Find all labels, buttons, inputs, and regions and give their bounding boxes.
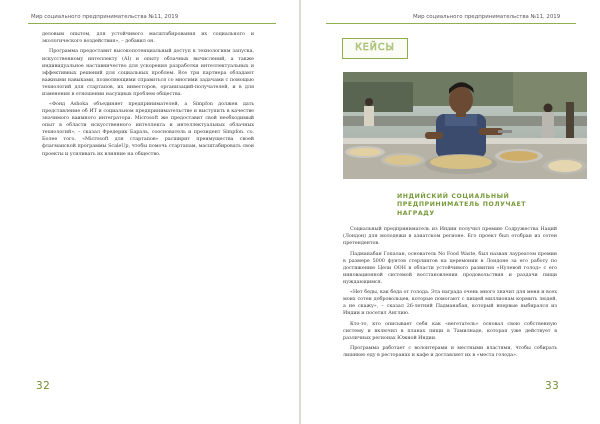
- photo-street-food-vendor: [343, 72, 587, 179]
- left-page-number: 32: [36, 380, 51, 392]
- right-running-header: Мир социального предпринимательства №11, 2019: [413, 14, 561, 20]
- right-paragraph-5: Программа работает с волонтерами и местными властями, чтобы собирать лишнюю еду в ресторанах и кафе и доставляет их в «места голода».: [343, 345, 557, 359]
- right-paragraph-2: Падманабан Гопалан, основатель No Food Waste, был назван лауреатом премии в размере 5000 фунтов стерлингов на церемонии в Лондоне за его работу по достижению Цели ООН в области устойчивого развития «Нулевой голод» с его инновационной системой восстановления продовольствия и раздачи пищи нуждающимся.: [343, 250, 557, 285]
- right-page-number: 33: [545, 380, 560, 392]
- left-running-header: Мир социального предпринимательства №11, 2019: [31, 14, 179, 20]
- right-page: [301, 0, 600, 424]
- right-paragraph-3: «Нет беды, как беда от голода. Эта награда очень много значит для меня и всех моих сотен добровольцев, которые помогают с пищей миллионам кормить людей, а не скажу», – сказал 26-летний Падманабан, который впервые выбирался из Индии и посетил Англию.: [343, 289, 557, 317]
- right-paragraph-4: Кто-то, кто описывает себя как «вегетатель» основал свою собственную систему и включил в планах пищи в Тамилнаде, которая уже действует в различных регионах Южной Индии.: [343, 320, 557, 341]
- left-header-rule: [28, 23, 276, 24]
- right-paragraph-1: Социальный предприниматель из Индии получил премию Содружества Наций (Лондон) для молодежи в азиатском регионе. Его проект был отобран из сотен претендентов.: [343, 226, 557, 247]
- left-paragraph-3: «Фонд Ashoka объединяет предпринимателей, а Simpfon должен дать представление об ИТ и социальном предпринимательстве и выступить в качестве значимого ваимного интегратора. Microsoft же предоставит свой необходимый опыт в области искусственного интеллекта и интеллектуальных облачных технологий», – сказал Фредерик Бараль, сооснователь и президент Simpfon. co. Более того, «Microsoft для стартапов» расширит преимущества своей флагманской программы ScaleUp, чтобы помочь стартапам, масштабировать свои проекты и усиливать их влияние на общество.: [42, 101, 254, 157]
- article-headline: ИНДИЙСКИЙ СОЦИАЛЬНЫЙ ПРЕДПРИНИМАТЕЛЬ ПОЛУЧАЕТ НАГРАДУ: [397, 193, 527, 217]
- right-body-text: [343, 226, 557, 363]
- section-label: КЕЙСЫ: [355, 42, 395, 53]
- left-paragraph-2: Программа предоставит высокопотенциальный доступ к технологиям запуска, искусственному интеллекту (AI) и опыту облачных вычислений, а также индивидуальное наставничество для ускорения разработки интеллектуальных и эффективных решений для социальных проблем. Все три партнера обладают важными навыками, позволяющими справиться со многими задачами с помощью технологий для стартапов, их инвесторов, организаций-получателей, и в для изменения в отношении насущных проблем общества.: [42, 48, 254, 97]
- left-page: [0, 0, 299, 424]
- left-paragraph-1: деловым опытом, для устойчивого масштабирования их социального и экологического воздействия», – добавил он.: [42, 31, 254, 45]
- section-label-box: [342, 38, 408, 59]
- left-body-text: [42, 31, 254, 161]
- right-header-rule: [326, 23, 576, 24]
